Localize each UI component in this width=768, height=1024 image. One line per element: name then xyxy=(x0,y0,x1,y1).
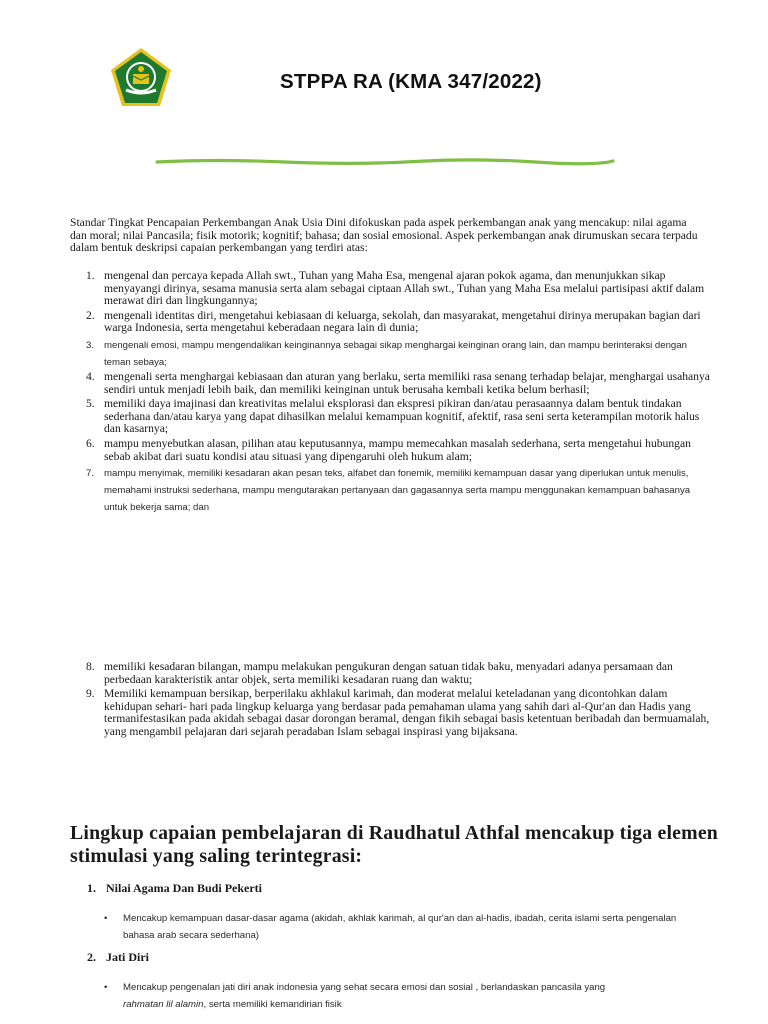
list-item: 3. mengenali emosi, mampu mengendalikan keinginannya sebagai sikap menghargai keinginan orang lain, dan mampu berinteraksi dengan teman sebaya; xyxy=(86,339,687,368)
intro-paragraph: Standar Tingkat Pencapaian Perkembangan Anak Usia Dini difokuskan pada aspek perkembangan anak yang mencakup: nilai agama dan moral; nilai Pancasila; fisik motorik; kognitif; bahasa; dan sosial emosional. Aspek perkembangan anak dirumuskan secara terpadu dalam bentuk deskripsi capaian perkembangan yang terdiri atas: xyxy=(70,216,698,255)
green-divider xyxy=(155,156,615,168)
element-title-2: 2. Jati Diri xyxy=(87,950,149,964)
list-item: 8. memiliki kesadaran bilangan, mampu melakukan pengukuran dengan satuan tidak baku, menyadari adanya persamaan dan perbedaan karakteristik antar objek, serta memiliki kesadaran ruang dan waktu; xyxy=(86,660,673,686)
element-bullet-2: • Mencakup pengenalan jati diri anak indonesia yang sehat secara emosi dan sosial , berlandaskan pancasila yang rahmatan lil alamin, serta memiliki kemandirian fisik xyxy=(104,979,683,1013)
list-item: 5. memiliki daya imajinasi dan kreativitas melalui eksplorasi dan ekspresi pikiran dan/atau perasaannya dalam bentuk tindakan sederhana dan/atau karya yang dapat dihasilkan melalui kemampuan kognitif, afektif, rasa seni serta keterampilan motorik halus dan kasarnya; xyxy=(86,397,700,436)
development-list xyxy=(70,270,710,516)
bullet-icon: • xyxy=(104,982,108,993)
section-heading: Lingkup capaian pembelajaran di Raudhatul Athfal mencakup tiga elemen stimulasi yang saling terintegrasi: xyxy=(70,822,718,867)
list-item: 9. Memiliki kemampuan bersikap, berperilaku akhlakul karimah, dan moderat melalui keteladanan yang dicontohkan dalam kehidupan sehari- hari pada lingkup keluarga yang berdasar pada pemahaman ulama yang sahih dari al-Qur'an dan Hadis yang termanifestasikan pada akidah sebagai dasar dorongan beramal, dengan fikih sebagai basis ketentuan beribadah dan bermuamalah, yang mengambil pelajaran dari sejarah peradaban Islam sebagai inspirasi yang bijaksana. xyxy=(86,687,710,738)
element-title-1: 1. Nilai Agama Dan Budi Pekerti xyxy=(87,881,263,895)
list-item: 1. mengenal dan percaya kepada Allah swt., Tuhan yang Maha Esa, mengenal ajaran pokok agama, dan menunjukkan sikap menyayangi dirinya, sesama manusia serta alam sebagai ciptaan Allah swt., Tuhan yang Maha Esa melalui partisipasi aktif dalam merawat diri dan lingkungannya; xyxy=(86,269,705,308)
kemenag-emblem-icon xyxy=(108,46,174,110)
list-item: 2. mengenali identitas diri, mengetahui kebiasaan di keluarga, sekolah, dan masyarakat, mengetahui dirinya merupakan bagian dari warga Indonesia, serta mengetahui keberadaan negara lain di dunia; xyxy=(86,308,701,335)
list-item: 7. mampu menyimak, memiliki kesadaran akan pesan teks, alfabet dan fonemik, memiliki kemampuan dasar yang diperlukan untuk menulis, memahami instruksi sederhana, mampu mengutarakan pertanyaan dan gagasannya serta mampu menggunakan kemampuan bahasanya untuk bekerja sama; dan xyxy=(86,468,691,514)
page-title: STPPA RA (KMA 347/2022) xyxy=(280,70,542,93)
development-list-continued xyxy=(70,661,710,741)
element-bullet-1: • Mencakup kemampuan dasar-dasar agama (akidah, akhlak karimah, al qur'an dan al-hadis, ibadah, cerita islami serta pengenalan bahasa arab secara sederhana) xyxy=(104,910,683,944)
bullet-icon: • xyxy=(104,913,108,924)
list-item: 6. mampu menyebutkan alasan, pilihan atau keputusannya, mampu memecahkan masalah sederhana, serta mengetahui hubungan sebab akibat dari suatu kondisi atau situasi yang dipengaruhi oleh hukum alam; xyxy=(86,436,691,463)
list-item: 4. mengenali serta menghargai kebiasaan dan aturan yang berlaku, serta memiliki rasa senang terhadap belajar, menghargai usahanya sendiri untuk menjadi lebih baik, dan memiliki keinginan untuk berusaha kembali ketika belum berhasil; xyxy=(86,369,710,396)
